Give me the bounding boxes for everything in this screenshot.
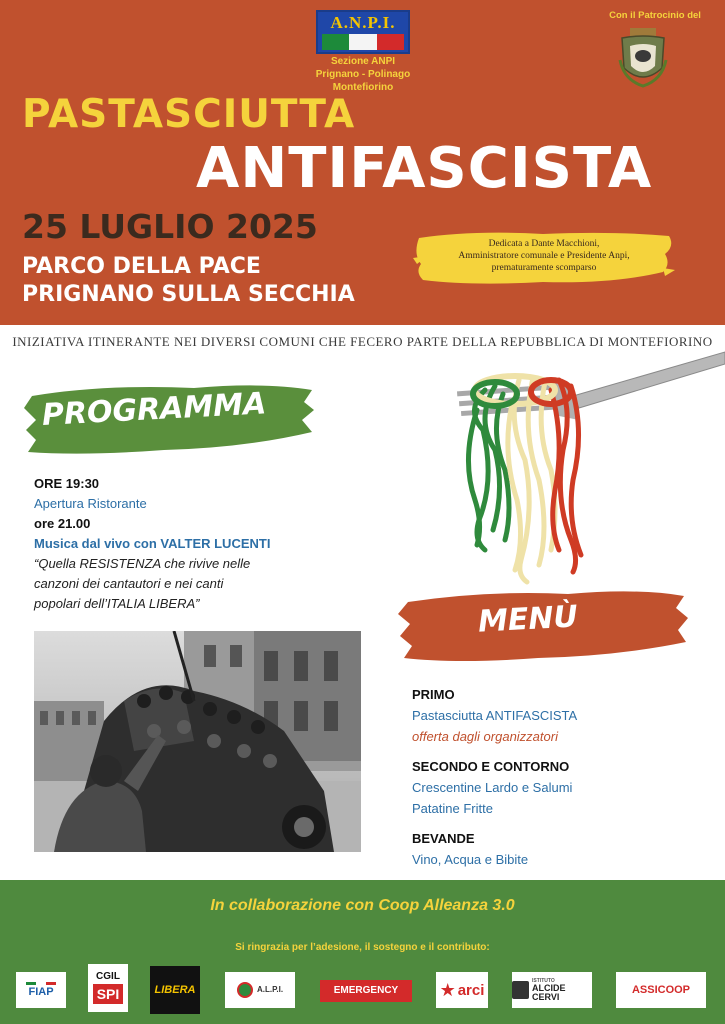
- italian-flag-icon: [322, 34, 404, 50]
- fiap-logo-text: FIAP: [28, 986, 54, 998]
- libera-logo: [150, 966, 200, 1014]
- anpi-section-line: Sezione ANPI: [330, 56, 396, 67]
- menu-section: BEVANDE: [412, 831, 475, 846]
- alpi-logo: [225, 972, 295, 1008]
- spi-logo-text: SPI: [93, 984, 124, 1004]
- cgil-spi-logo: [88, 964, 128, 1012]
- anpi-section-line: Montefiorino: [332, 82, 394, 93]
- menu-item: Vino, Acqua e Bibite: [412, 852, 529, 867]
- menu-item: Pastasciutta ANTIFASCISTA: [412, 708, 578, 723]
- menu-section: PRIMO: [412, 687, 455, 702]
- cervi-logo-text: ALCIDE CERVI: [532, 982, 566, 1002]
- cervi-logo-small: ISTITUTO: [532, 977, 555, 984]
- assicoop-logo: [616, 972, 706, 1008]
- program-quote: “Quella RESISTENZA che rivive nelle canzoni dei cantautori e nei canti popolari dell’ITALIA LIBERA”: [34, 556, 251, 611]
- header-banner: [0, 0, 725, 325]
- patronage-label: Con il Patrocinio del: [609, 10, 701, 21]
- emergency-logo-text: EMERGENCY: [333, 985, 399, 996]
- venue-line: PRIGNANO SULLA SECCHIA: [22, 282, 355, 307]
- emergency-logo: [320, 980, 412, 1002]
- fiap-logo: [16, 972, 66, 1008]
- crest-caption: [608, 90, 680, 96]
- assicoop-logo-text: ASSICOOP: [631, 983, 691, 996]
- program-event: Apertura Ristorante: [34, 496, 147, 511]
- libera-logo-text: LIBERA: [154, 983, 196, 996]
- cervi-logo: [512, 972, 592, 1008]
- title-line-1: PASTASCIUTTA: [22, 92, 356, 137]
- anpi-section-line: Prignano - Polinago: [315, 69, 411, 80]
- historical-photo: [34, 631, 361, 852]
- program-event: Musica dal vivo con VALTER LUCENTI: [34, 536, 271, 551]
- pasta-fork-illustration: [455, 350, 725, 590]
- anpi-logo-text: A.N.P.I.: [330, 13, 396, 32]
- dedication-line: Amministratore comunale e Presidente Anpi,: [458, 251, 630, 261]
- anpi-logo: [316, 10, 410, 54]
- event-venue: [22, 253, 355, 309]
- anpi-section-label: [300, 55, 426, 94]
- cgil-logo-text: CGIL: [96, 971, 120, 982]
- dedication-line: Dedicata a Dante Macchioni,: [488, 239, 600, 249]
- subtitle: INIZIATIVA ITINERANTE NEI DIVERSI COMUNI CHE FECERO PARTE DELLA REPUBBLICA DI MONTEFIORINO: [12, 334, 713, 349]
- arci-logo: [436, 972, 488, 1008]
- programma-heading: PROGRAMMA: [41, 386, 268, 433]
- menu-note: offerta dagli organizzatori: [412, 729, 558, 744]
- event-date: 25 LUGLIO 2025: [22, 207, 318, 246]
- photo-image: [34, 631, 361, 852]
- thanks-text: Si ringrazia per l’adesione, il sostegno e il contributo:: [235, 942, 490, 953]
- menu-item: Crescentine Lardo e Salumi: [412, 780, 573, 795]
- collaboration-text: In collaborazione con Coop Alleanza 3.0: [210, 897, 515, 914]
- program-time: ore 21.00: [34, 516, 91, 531]
- menu-section: SECONDO E CONTORNO: [412, 759, 570, 774]
- venue-line: PARCO DELLA PACE: [22, 254, 261, 279]
- menu-item: Patatine Fritte: [412, 801, 493, 816]
- menu-list: [412, 684, 702, 870]
- menu-heading: MENÙ: [477, 599, 579, 640]
- star-icon: ★: [439, 980, 456, 1000]
- program-list: [34, 474, 354, 614]
- arci-logo-text: arci: [457, 981, 485, 999]
- municipal-crest-icon: [618, 28, 668, 88]
- title-line-2: ANTIFASCISTA: [196, 136, 653, 201]
- program-time: ORE 19:30: [34, 476, 100, 491]
- dedication-line: prematuramente scomparso: [491, 263, 597, 273]
- alpi-logo-text: A.L.P.I.: [256, 985, 284, 994]
- dedication-text: [420, 238, 668, 274]
